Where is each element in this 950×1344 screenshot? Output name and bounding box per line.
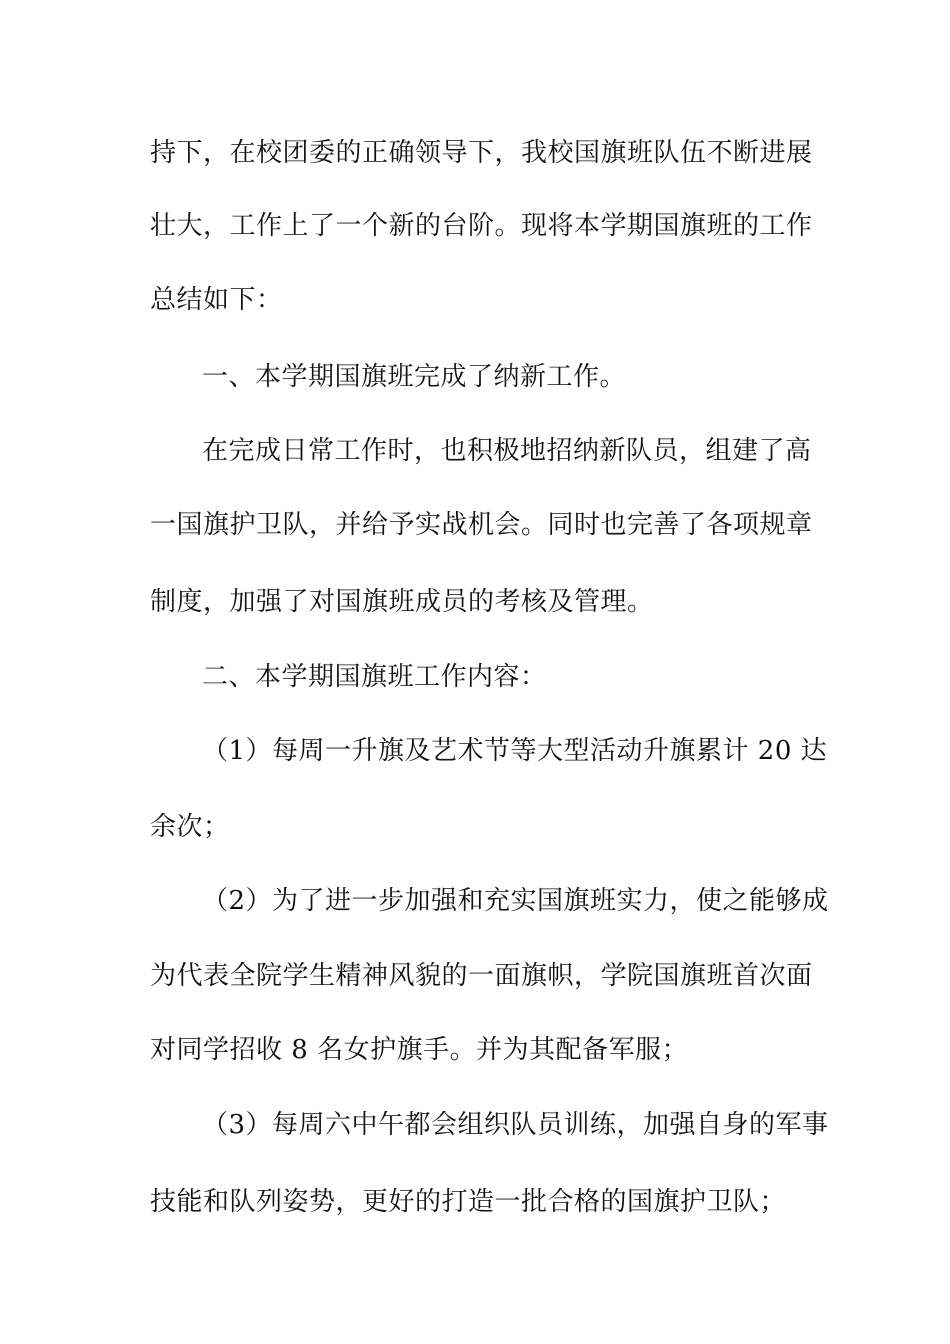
list-item-3: （3）每周六中午都会组织队员训练，加强自身的军事 — [202, 1110, 829, 1140]
paragraph-line: 技能和队列姿势，更好的打造一批合格的国旗护卫队； — [150, 1187, 787, 1217]
paragraph-line: 制度，加强了对国旗班成员的考核及管理。 — [150, 587, 654, 617]
paragraph-line: 为代表全院学生精神风貌的一面旗帜，学院国旗班首次面 — [150, 961, 813, 991]
paragraph-line: 壮大，工作上了一个新的台阶。现将本学期国旗班的工作 — [150, 211, 813, 241]
paragraph-line: 对同学招收 8 名女护旗手。并为其配备军服； — [150, 1035, 689, 1065]
list-item-1: （1）每周一升旗及艺术节等大型活动升旗累计 20 达 — [202, 736, 828, 766]
paragraph-line: 一国旗护卫队，并给予实战机会。同时也完善了各项规章 — [150, 510, 813, 540]
paragraph-line: 在完成日常工作时，也积极地招纳新队员，组建了高 — [202, 436, 812, 466]
paragraph-line: 持下，在校团委的正确领导下，我校国旗班队伍不断进展 — [150, 138, 813, 168]
section-heading-2: 二、本学期国旗班工作内容： — [202, 662, 547, 692]
paragraph-line: 余次； — [150, 812, 230, 842]
section-heading-1: 一、本学期国旗班完成了纳新工作。 — [202, 362, 627, 392]
list-item-2: （2）为了进一步加强和充实国旗班实力，使之能够成 — [202, 886, 829, 916]
paragraph-line: 总结如下： — [150, 285, 283, 315]
